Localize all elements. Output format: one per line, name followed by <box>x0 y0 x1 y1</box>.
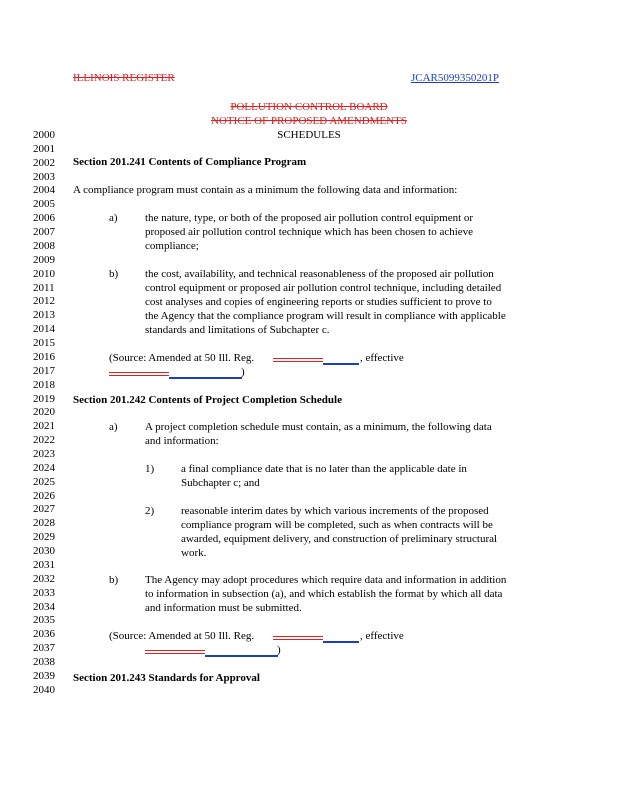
line-number: 2040 <box>33 683 55 696</box>
line-number: 2021 <box>33 420 55 433</box>
line-number: 2020 <box>33 406 55 419</box>
item-label: 2) <box>145 505 155 517</box>
line-number: 2018 <box>33 378 55 391</box>
item-label: b) <box>109 268 119 280</box>
strike-blank <box>109 375 169 376</box>
paragraph-line: and information must be submitted. <box>145 602 302 614</box>
line-number: 2022 <box>33 434 55 447</box>
line-number: 2000 <box>33 129 55 141</box>
line-number: 2037 <box>33 642 55 655</box>
paragraph-line: control equipment or proposed air pollution control technique, including detailed <box>145 282 502 294</box>
paragraph-line: compliance; <box>145 240 199 252</box>
strike-blank <box>145 653 205 654</box>
line-number: 2012 <box>33 295 55 308</box>
line-number: 2019 <box>33 392 55 405</box>
line-number: 2017 <box>33 364 55 377</box>
line-number: 2028 <box>33 517 55 530</box>
paragraph-line: to information in subsection (a), and which establish the format by which all data <box>145 588 503 600</box>
paragraph-line: Subchapter c; and <box>181 477 260 489</box>
strike-blank <box>273 358 323 359</box>
line-number: 2002 <box>33 156 55 169</box>
paragraph-line: compliance program will be completed, such as when contracts will be <box>181 519 493 531</box>
section-242-heading: Section 201.242 Contents of Project Completion Schedule <box>73 394 342 406</box>
section-241-intro: A compliance program must contain as a minimum the following data and information: <box>73 184 458 196</box>
line-number: 2007 <box>33 226 55 239</box>
line-number: 2033 <box>33 586 55 599</box>
paragraph-line: the cost, availability, and technical reasonableness of the proposed air pollution <box>145 268 494 280</box>
line-number: 2036 <box>33 628 55 641</box>
line-number: 2005 <box>33 198 55 211</box>
item-label: a) <box>109 421 118 433</box>
paragraph-line: proposed air pollution control technique which has been chosen to achieve <box>145 226 474 238</box>
line-number: 2038 <box>33 656 55 669</box>
section-241-heading: Section 201.241 Contents of Compliance Program <box>73 156 307 168</box>
line-number: 2015 <box>33 337 55 350</box>
item-label: a) <box>109 212 118 224</box>
item-label: b) <box>109 574 119 586</box>
effective-label: , effective <box>360 630 404 642</box>
paragraph-line: and information: <box>145 435 219 447</box>
line-number: 2004 <box>33 184 55 197</box>
line-number: 2009 <box>33 253 55 266</box>
paragraph-line: work. <box>181 547 207 559</box>
insert-blank <box>323 363 359 365</box>
strike-blank <box>273 361 323 362</box>
effective-label: , effective <box>360 352 404 364</box>
insert-blank <box>205 655 278 657</box>
line-number: 2016 <box>33 350 55 363</box>
paragraph-line: the nature, type, or both of the proposed air pollution control equipment or <box>145 212 474 224</box>
paragraph-line: cost analyses and copies of engineering reports or studies sufficient to prove to <box>145 296 492 308</box>
insert-blank <box>323 641 359 643</box>
paragraph-line: A project completion schedule must contain, as a minimum, the following data <box>145 421 492 433</box>
line-number: 2024 <box>33 461 55 474</box>
paragraph-line: a final compliance date that is no later than the applicable date in <box>181 463 467 475</box>
line-number: 2032 <box>33 572 55 585</box>
line-number: 2023 <box>33 448 55 460</box>
line-number: 2034 <box>33 600 55 613</box>
section-243-heading: Section 201.243 Standards for Approval <box>73 672 260 684</box>
line-number: 2011 <box>33 281 55 294</box>
line-number: 2008 <box>33 239 55 252</box>
strike-blank <box>109 372 169 373</box>
line-number: 2001 <box>33 142 55 155</box>
paragraph-line: awarded, equipment delivery, and construction of preliminary structural <box>181 533 498 545</box>
line-number: 2013 <box>33 309 55 322</box>
line-number: 2029 <box>33 531 55 544</box>
insert-blank <box>169 377 242 379</box>
strike-blank <box>273 639 323 640</box>
line-number: 2014 <box>33 323 55 336</box>
close-paren: ) <box>277 644 281 656</box>
part-subtitle: SCHEDULES <box>277 129 341 141</box>
line-number: 2030 <box>33 545 55 558</box>
paragraph-line: reasonable interim dates by which various increments of the proposed <box>181 505 489 517</box>
source-note: (Source: Amended at 50 Ill. Reg. <box>109 352 255 364</box>
paragraph-line: standards and limitations of Subchapter c. <box>145 324 330 336</box>
paragraph-line: the Agency that the compliance program will result in compliance with applicable <box>145 310 506 322</box>
register-title: ILLINOIS REGISTER <box>73 72 175 84</box>
jcar-code: JCAR5099350201P <box>411 72 500 84</box>
board-title: POLLUTION CONTROL BOARD <box>230 101 388 113</box>
line-number: 2039 <box>33 669 55 682</box>
item-label: 1) <box>145 463 155 475</box>
paragraph-line: The Agency may adopt procedures which require data and information in addition <box>145 574 507 586</box>
line-number: 2026 <box>33 489 55 502</box>
strike-blank <box>273 636 323 637</box>
source-note: (Source: Amended at 50 Ill. Reg. <box>109 630 255 642</box>
close-paren: ) <box>241 366 245 378</box>
notice-title: NOTICE OF PROPOSED AMENDMENTS <box>211 115 407 127</box>
line-number: 2027 <box>33 503 55 516</box>
line-number: 2031 <box>33 558 55 571</box>
strike-blank <box>145 650 205 651</box>
line-number: 2010 <box>33 267 55 280</box>
line-number: 2006 <box>33 212 55 225</box>
line-number: 2035 <box>33 614 55 627</box>
line-number: 2003 <box>33 170 55 183</box>
line-number: 2025 <box>33 475 55 488</box>
